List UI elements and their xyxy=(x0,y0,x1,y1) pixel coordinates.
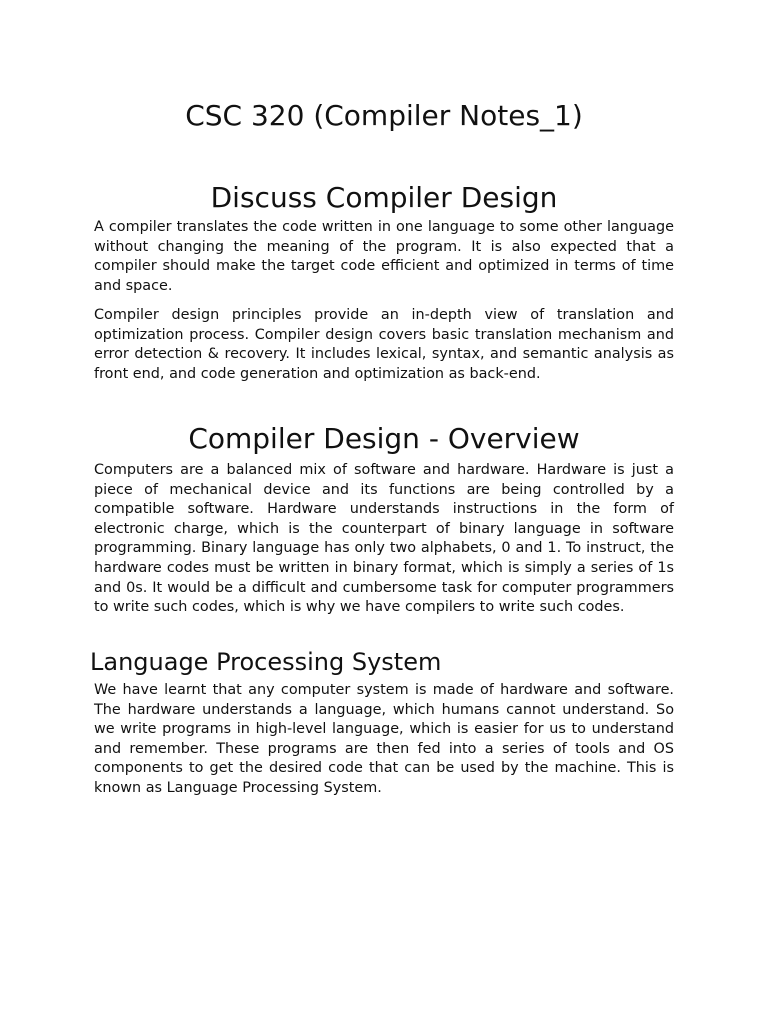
paragraph-language-processing-system: We have learnt that any computer system is made of hardware and software. The hardware understands a language, which humans cannot understand. So we write programs in high-level language, which is easier for us to understand and remember. These programs are then fed into a series of tools and OS components to get the desired code that can be used by the machine. This is known as Language Processing System. xyxy=(94,682,674,796)
paragraph-overview: Computers are a balanced mix of software and hardware. Hardware is just a piece of mechanical device and its functions are being controlled by a compatible software. Hardware understands instructions in the form of electronic charge, which is the counterpart of binary language in software programming. Binary language has only two alphabets, 0 and 1. To instruct, the hardware codes must be written in binary format, which is simply a series of 1s and 0s. It would be a difficult and cumbersome task for computer programmers to write such codes, which is why we have compilers to write such codes. xyxy=(94,462,674,616)
paragraph-design-principles: Compiler design principles provide an in-depth view of translation and optimization process. Compiler design covers basic translation mechanism and error detection & recovery. It includes lexical, syntax, and semantic analysis as front end, and code generation and optimization as back-end. xyxy=(94,307,674,382)
document-title: CSC 320 (Compiler Notes_1) xyxy=(185,99,583,132)
paragraph-compiler-definition: A compiler translates the code written in one language to some other language without changing the meaning of the program. It is also expected that a compiler should make the target code efficient and optimized in terms of time and space. xyxy=(94,219,674,294)
section-heading-overview: Compiler Design - Overview xyxy=(188,422,580,455)
section-heading-discuss-compiler-design: Discuss Compiler Design xyxy=(210,181,558,214)
section-heading-language-processing-system: Language Processing System xyxy=(90,648,442,676)
